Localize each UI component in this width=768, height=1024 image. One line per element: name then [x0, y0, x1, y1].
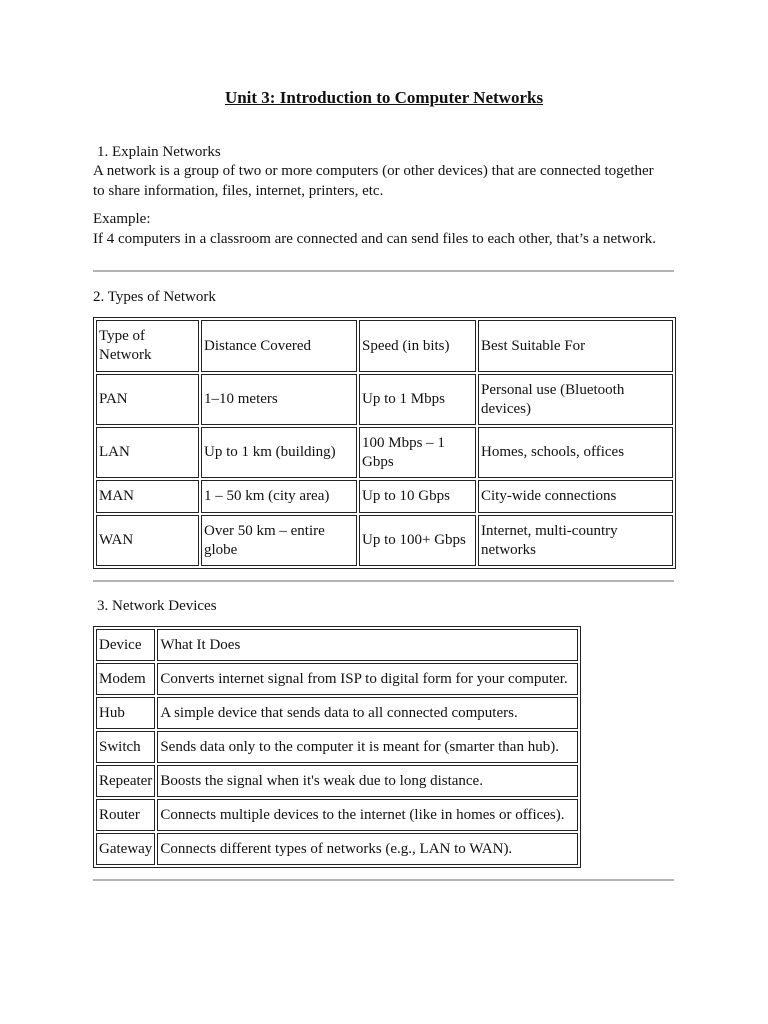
table-row [96, 833, 578, 865]
table-cell: Gateway [96, 833, 155, 865]
table-cell: Connects different types of networks (e.g., LAN to WAN). [157, 833, 578, 865]
table-cell: Router [96, 799, 155, 831]
header-cell: Best Suitable For [478, 320, 673, 372]
header-cell: What It Does [157, 629, 578, 661]
table-cell: 1 – 50 km (city area) [201, 480, 357, 513]
header-cell: Speed (in bits) [359, 320, 476, 372]
divider-2 [93, 580, 674, 582]
table-cell: Homes, schools, offices [478, 427, 673, 478]
network-devices-table [93, 626, 581, 868]
table-cell: 100 Mbps – 1 Gbps [359, 427, 476, 478]
page-title: Unit 3: Introduction to Computer Networks [224, 88, 544, 107]
table-row [96, 480, 673, 513]
table-row [96, 765, 578, 797]
table-cell: Connects multiple devices to the internet (like in homes or offices). [157, 799, 578, 831]
example-label: Example: [93, 211, 151, 227]
example-text: If 4 computers in a classroom are connected and can send files to each other, that’s a network. [93, 231, 656, 247]
table-row [96, 731, 578, 763]
table-cell: Modem [96, 663, 155, 695]
table-cell: Internet, multi-country networks [478, 515, 673, 566]
table-row [96, 799, 578, 831]
table-header-row [96, 320, 673, 372]
table-cell: Up to 1 Mbps [359, 374, 476, 425]
table-cell: Sends data only to the computer it is meant for (smarter than hub). [157, 731, 578, 763]
table-cell: Converts internet signal from ISP to digital form for your computer. [157, 663, 578, 695]
section-heading-types-of-network: 2. Types of Network [93, 289, 216, 305]
table-row [96, 515, 673, 566]
table-cell: City-wide connections [478, 480, 673, 513]
table-cell: Repeater [96, 765, 155, 797]
definition-line-1: A network is a group of two or more computers (or other devices) that are connected together [93, 163, 654, 179]
table-header-row [96, 629, 578, 661]
table-cell: MAN [96, 480, 199, 513]
table-cell: Hub [96, 697, 155, 729]
table-cell: LAN [96, 427, 199, 478]
divider-3 [93, 879, 674, 881]
table-row [96, 427, 673, 478]
header-cell: Distance Covered [201, 320, 357, 372]
table-cell: Up to 100+ Gbps [359, 515, 476, 566]
table-cell: WAN [96, 515, 199, 566]
definition-line-2: to share information, files, internet, printers, etc. [93, 183, 384, 199]
header-cell: Type of Network [96, 320, 199, 372]
table-cell: Up to 10 Gbps [359, 480, 476, 513]
table-cell: Personal use (Bluetooth devices) [478, 374, 673, 425]
table-cell: Switch [96, 731, 155, 763]
table-row [96, 374, 673, 425]
table-cell: PAN [96, 374, 199, 425]
table-cell: A simple device that sends data to all connected computers. [157, 697, 578, 729]
network-types-table [93, 317, 676, 569]
divider-1 [93, 270, 674, 272]
table-row [96, 663, 578, 695]
header-cell: Device [96, 629, 155, 661]
table-cell: 1–10 meters [201, 374, 357, 425]
table-row [96, 697, 578, 729]
section-heading-explain-networks: 1. Explain Networks [97, 144, 221, 160]
table-cell: Boosts the signal when it's weak due to long distance. [157, 765, 578, 797]
table-cell: Over 50 km – entire globe [201, 515, 357, 566]
table-cell: Up to 1 km (building) [201, 427, 357, 478]
section-heading-network-devices: 3. Network Devices [97, 598, 217, 614]
